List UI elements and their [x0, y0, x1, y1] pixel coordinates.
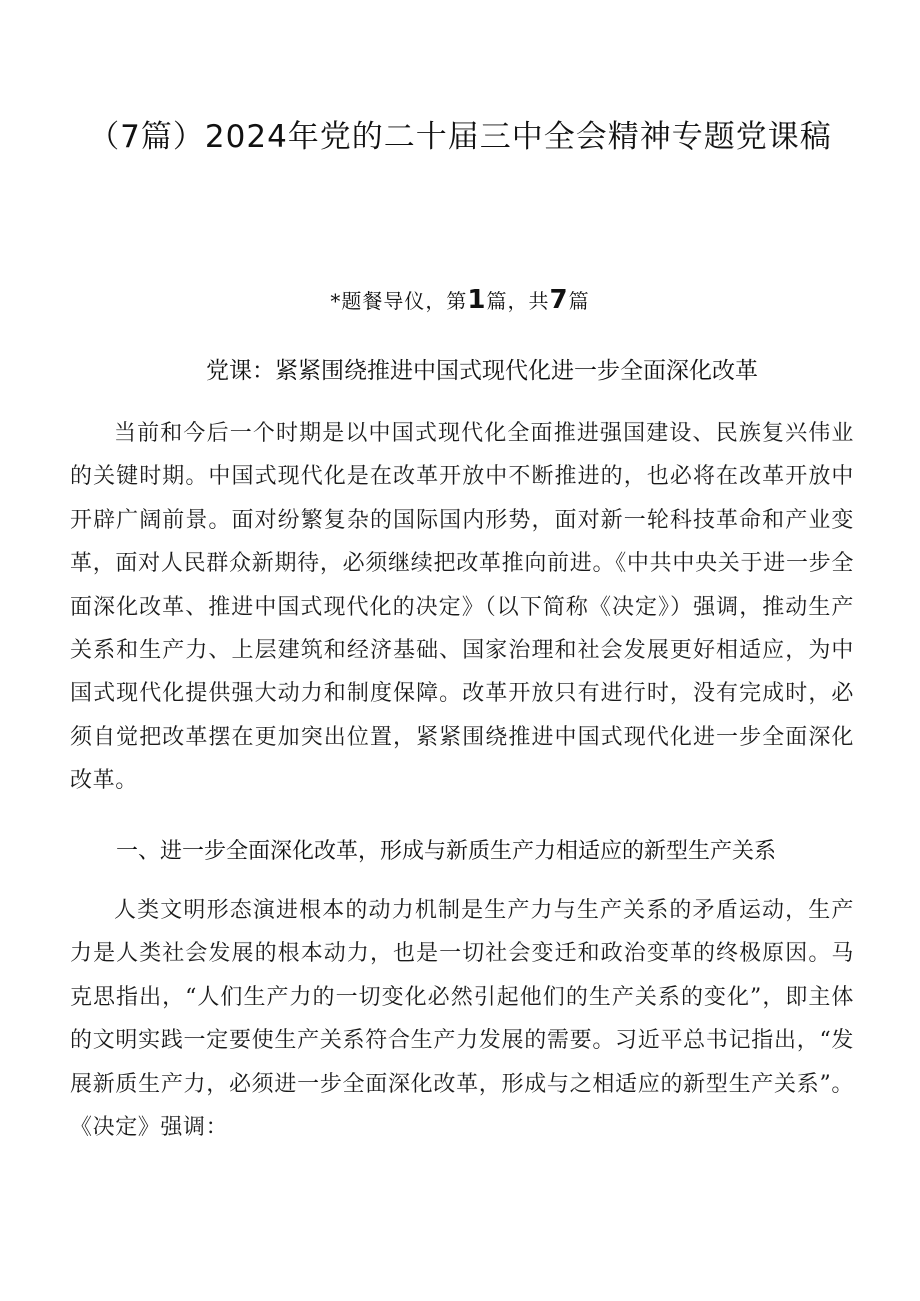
subtitle-middle: 篇，共: [486, 289, 550, 313]
subtitle-current-number: 1: [467, 285, 487, 315]
subtitle-suffix: 篇: [568, 289, 590, 313]
document-title: （7篇）2024年党的二十届三中全会精神专题党课稿: [88, 119, 832, 155]
section-1-heading: 一、进一步全面深化改革，形成与新质生产力相适应的新型生产关系: [116, 839, 777, 864]
subtitle-prefix: *题餐导仪，第: [330, 289, 468, 313]
document-subtitle: [0, 282, 920, 319]
lesson-heading: 党课：紧紧围绕推进中国式现代化进一步全面深化改革: [206, 358, 758, 384]
body-paragraph-2: 人类文明形态演进根本的动力机制是生产力与生产关系的矛盾运动，生产力是人类社会发展的根本动力，也是一切社会变迁和政治变革的终极原因。马克思指出，“人们生产力的一切变化必然引起他们的生产关系的变化”，即主体的文明实践一定要使生产关系符合生产力发展的需要。习近平总书记指出，“发展新质生产力，必须进一步全面深化改革，形成与之相适应的新型生产关系”。《决定》强调：: [70, 898, 854, 1141]
subtitle-total-number: 7: [549, 285, 569, 315]
body-paragraph-1: 当前和今后一个时期是以中国式现代化全面推进强国建设、民族复兴伟业的关键时期。中国式现代化是在改革开放中不断推进的，也必将在改革开放中开辟广阔前景。面对纷繁复杂的国际国内形势，面对新一轮科技革命和产业变革，面对人民群众新期待，必须继续把改革推向前进。《中共中央关于进一步全面深化改革、推进中国式现代化的决定》（以下简称《决定》）强调，推动生产关系和生产力、上层建筑和经济基础、国家治理和社会发展更好相适应，为中国式现代化提供强大动力和制度保障。改革开放只有进行时，没有完成时，必须自觉把改革摆在更加突出位置，紧紧围绕推进中国式现代化进一步全面深化改革。: [70, 421, 854, 794]
